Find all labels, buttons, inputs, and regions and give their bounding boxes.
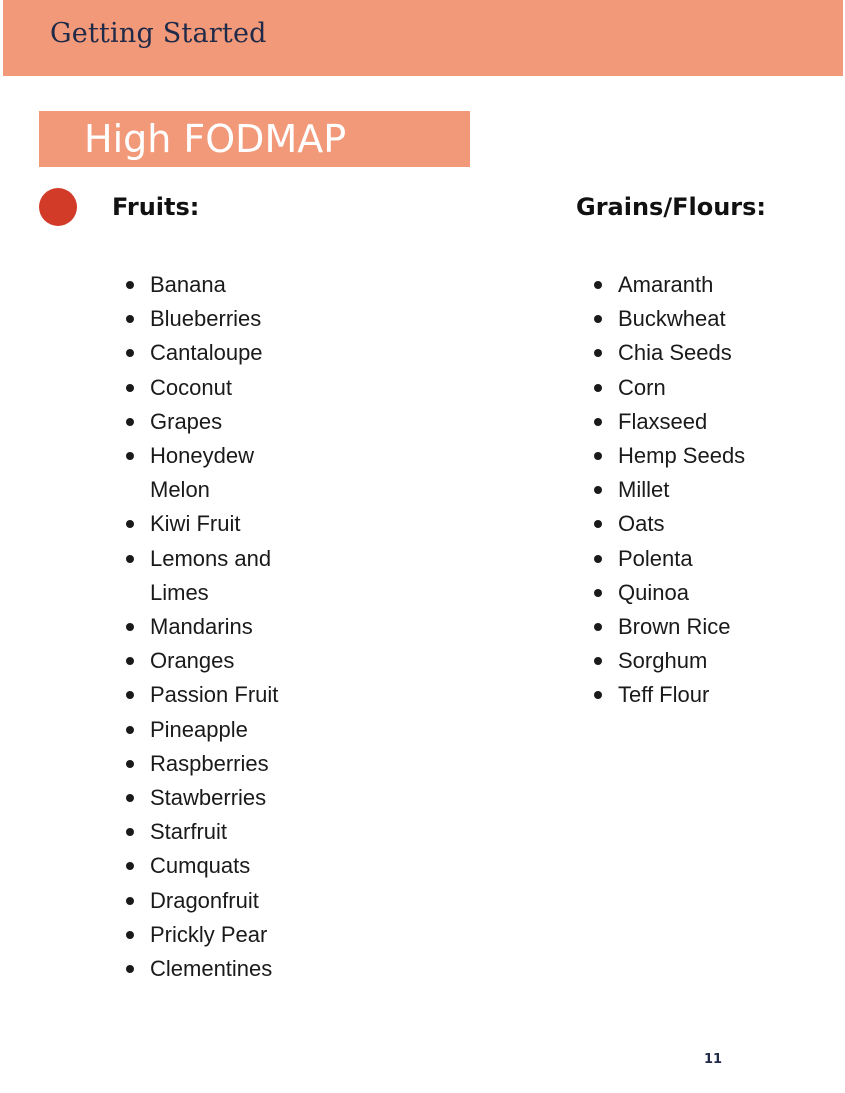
list-item xyxy=(126,644,290,678)
bullet-icon xyxy=(594,589,602,597)
list-item xyxy=(126,781,290,815)
bullet-icon xyxy=(126,828,134,836)
list-item-label: Brown Rice xyxy=(618,614,731,640)
list-item-label: Prickly Pear xyxy=(150,921,268,947)
bullet-icon xyxy=(594,520,602,528)
list-item xyxy=(594,644,818,678)
list-item-label: Sorghum xyxy=(618,648,708,674)
list-item-label: Buckwheat xyxy=(618,306,726,332)
list-item xyxy=(126,302,290,336)
bullet-icon xyxy=(594,384,602,392)
list-item xyxy=(126,713,290,747)
list-item xyxy=(594,336,818,370)
grains-list xyxy=(594,268,818,713)
list-item-label: Clementines xyxy=(150,956,273,982)
bullet-icon xyxy=(594,452,602,460)
bullet-icon xyxy=(594,657,602,665)
section-title: High FODMAP xyxy=(84,117,347,161)
list-item-label: Pineapple xyxy=(150,716,248,742)
page-number: 11 xyxy=(704,1052,723,1067)
bullet-icon xyxy=(594,281,602,289)
list-item xyxy=(126,747,290,781)
list-item-label: Starfruit xyxy=(150,819,228,845)
list-item-label: Stawberries xyxy=(150,785,267,811)
list-item xyxy=(126,678,290,712)
list-item-label: Flaxseed xyxy=(618,408,708,434)
bullet-icon xyxy=(594,349,602,357)
section-dot-icon xyxy=(39,188,77,226)
list-item xyxy=(126,952,290,986)
header-title: Getting Started xyxy=(50,18,267,49)
list-item-label: Polenta xyxy=(618,545,693,571)
list-item-label: Kiwi Fruit xyxy=(150,511,241,537)
list-item xyxy=(594,576,818,610)
list-item-label: Coconut xyxy=(150,374,232,400)
list-item-label: Mandarins xyxy=(150,614,253,640)
list-item-label: Oats xyxy=(618,511,665,537)
list-item xyxy=(594,371,818,405)
list-item xyxy=(126,849,290,883)
list-item xyxy=(594,610,818,644)
bullet-icon xyxy=(594,623,602,631)
list-item xyxy=(126,336,290,370)
list-item xyxy=(594,542,818,576)
list-item-label: Blueberries xyxy=(150,306,262,332)
bullet-icon xyxy=(126,623,134,631)
bullet-icon xyxy=(126,384,134,392)
list-item-label: Grapes xyxy=(150,408,223,434)
section-banner xyxy=(39,111,470,167)
list-item xyxy=(126,371,290,405)
list-item-label: Raspberries xyxy=(150,750,269,776)
list-item-label: Corn xyxy=(618,374,666,400)
header-bar xyxy=(3,0,843,76)
bullet-icon xyxy=(126,691,134,699)
grains-heading: Grains/Flours: xyxy=(576,193,767,221)
list-item-label: Hemp Seeds xyxy=(618,443,746,469)
list-item xyxy=(594,405,818,439)
bullet-icon xyxy=(126,657,134,665)
list-item-label: Lemons and Limes xyxy=(150,545,272,605)
bullet-icon xyxy=(126,897,134,905)
list-item-label: Cantaloupe xyxy=(150,340,263,366)
list-item xyxy=(594,302,818,336)
list-item-label: Banana xyxy=(150,272,226,297)
list-item-label: Teff Flour xyxy=(618,682,710,708)
bullet-icon xyxy=(126,794,134,802)
list-item xyxy=(126,884,290,918)
fruits-heading: Fruits: xyxy=(112,193,200,221)
bullet-icon xyxy=(126,965,134,973)
bullet-icon xyxy=(126,452,134,460)
list-item-label: Amaranth xyxy=(618,272,714,297)
list-item xyxy=(594,268,818,302)
bullet-icon xyxy=(594,486,602,494)
bullet-icon xyxy=(594,691,602,699)
list-item xyxy=(126,507,290,541)
bullet-icon xyxy=(126,418,134,426)
list-item xyxy=(126,610,290,644)
bullet-icon xyxy=(594,315,602,323)
bullet-icon xyxy=(126,931,134,939)
list-item-label: Quinoa xyxy=(618,579,689,605)
list-item xyxy=(126,268,290,302)
list-item-label: Dragonfruit xyxy=(150,887,259,913)
bullet-icon xyxy=(594,418,602,426)
list-item-label: Honeydew Melon xyxy=(150,443,254,503)
list-item xyxy=(594,678,818,712)
list-item-label: Passion Fruit xyxy=(150,682,279,708)
list-item xyxy=(594,439,818,473)
list-item xyxy=(126,405,290,439)
list-item xyxy=(126,815,290,849)
list-item-label: Cumquats xyxy=(150,853,251,879)
bullet-icon xyxy=(126,862,134,870)
bullet-icon xyxy=(126,349,134,357)
bullet-icon xyxy=(126,281,134,289)
bullet-icon xyxy=(126,315,134,323)
bullet-icon xyxy=(594,555,602,563)
bullet-icon xyxy=(126,555,134,563)
list-item xyxy=(126,542,290,610)
list-item xyxy=(594,507,818,541)
bullet-icon xyxy=(126,520,134,528)
list-item-label: Oranges xyxy=(150,648,235,674)
bullet-icon xyxy=(126,726,134,734)
list-item-label: Chia Seeds xyxy=(618,340,732,366)
fruits-list xyxy=(126,268,290,986)
list-item-label: Millet xyxy=(618,477,670,503)
list-item xyxy=(594,473,818,507)
list-item xyxy=(126,439,290,507)
bullet-icon xyxy=(126,760,134,768)
list-item xyxy=(126,918,290,952)
